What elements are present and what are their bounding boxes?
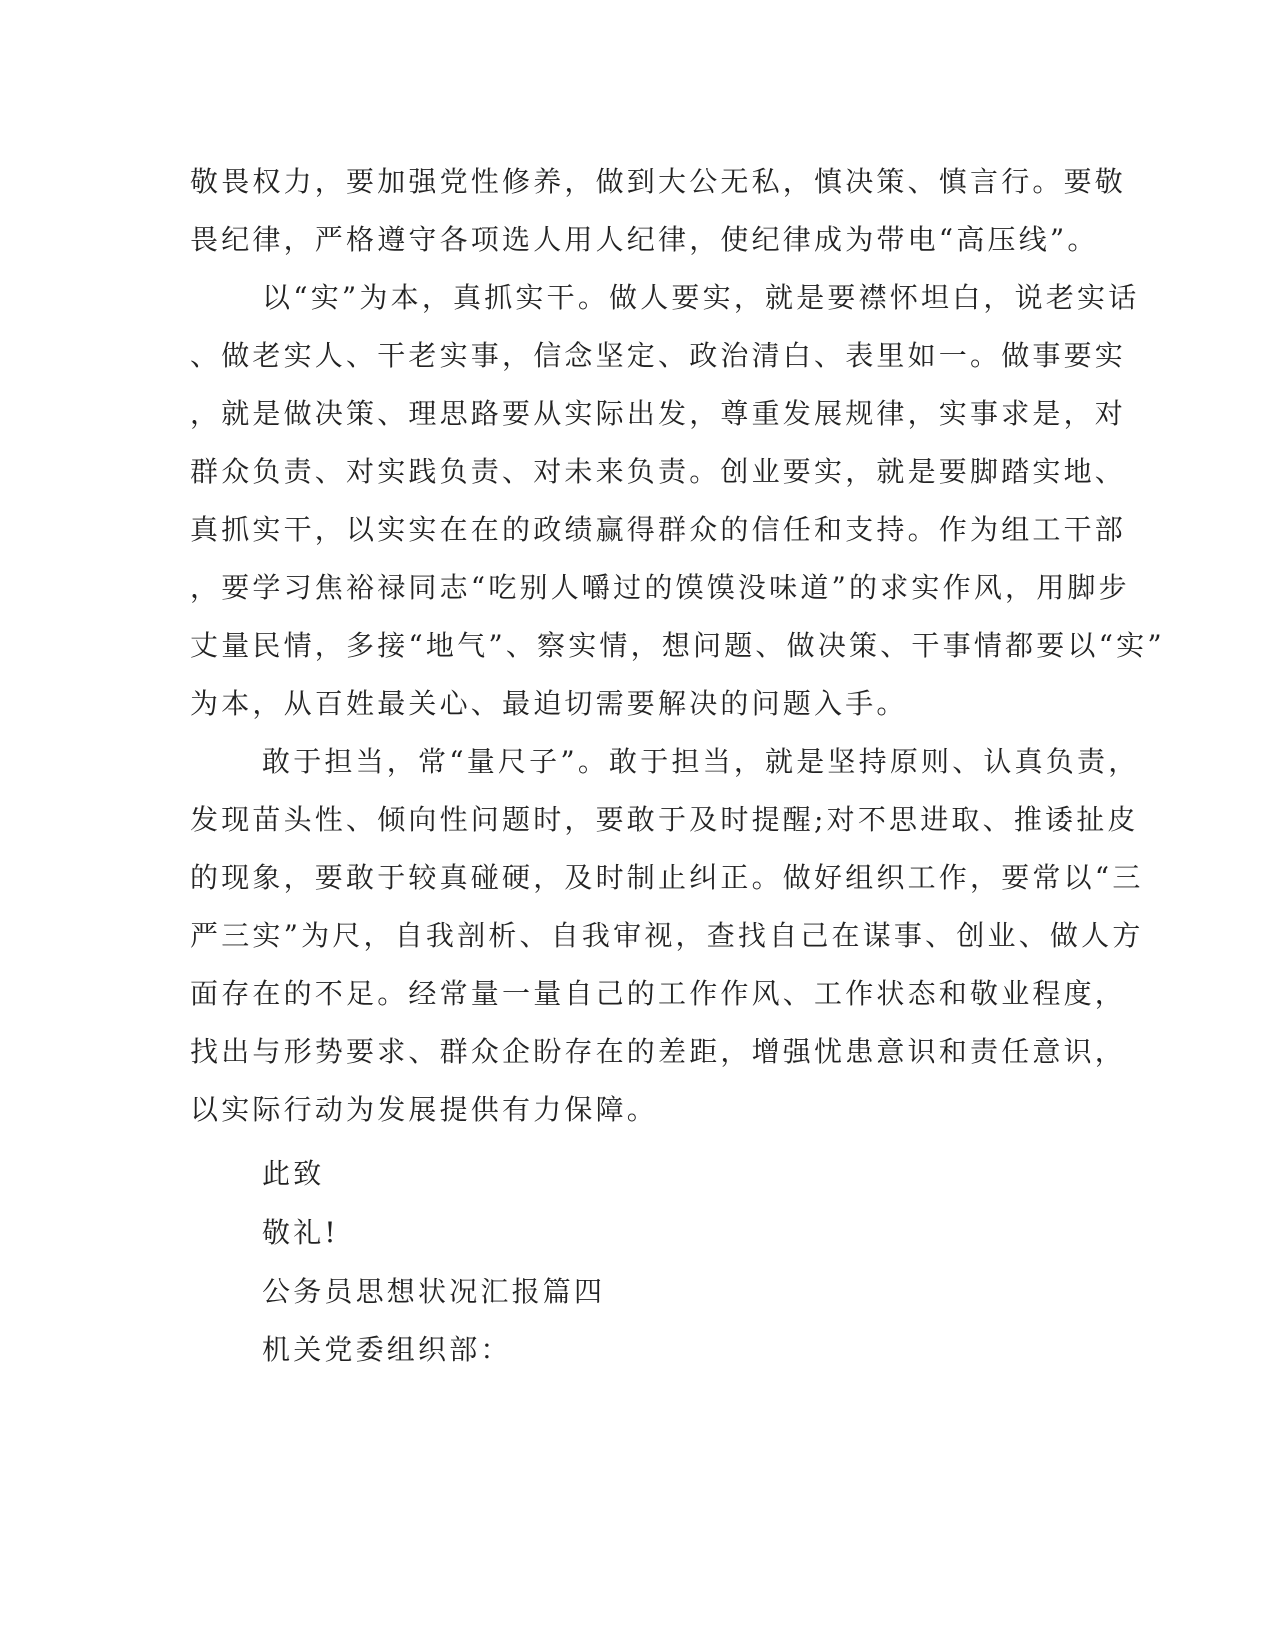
section-heading: 公务员思想状况汇报篇四 bbox=[262, 1275, 606, 1308]
paragraph-start-line: 以“实”为本，真抓实干。做人要实，就是要襟怀坦白，说老实话 bbox=[262, 281, 1140, 314]
text-line: 畏纪律，严格遵守各项选人用人纪律，使纪律成为带电“高压线”。 bbox=[190, 223, 1099, 256]
paragraph-start-line: 敢于担当，常“量尺子”。敢于担当，就是坚持原则、认真负责， bbox=[262, 745, 1140, 778]
text-line: 为本，从百姓最关心、最迫切需要解决的问题入手。 bbox=[190, 687, 908, 720]
text-line: 的现象，要敢于较真碰硬，及时制止纠正。做好组织工作，要常以“三 bbox=[190, 861, 1144, 894]
text-line: ，要学习焦裕禄同志“吃别人嚼过的馍馍没味道”的求实作风，用脚步 bbox=[190, 571, 1130, 604]
text-line: 群众负责、对实践负责、对未来负责。创业要实，就是要脚踏实地、 bbox=[190, 455, 1127, 488]
text-line: 真抓实干，以实实在在的政绩赢得群众的信任和支持。作为组工干部 bbox=[190, 513, 1127, 546]
text-line: 发现苗头性、倾向性问题时，要敢于及时提醒;对不思进取、推诿扯皮 bbox=[190, 803, 1139, 836]
text-line: 找出与形势要求、群众企盼存在的差距，增强忧患意识和责任意识， bbox=[190, 1035, 1127, 1068]
text-line: 敬畏权力，要加强党性修养，做到大公无私，慎决策、慎言行。要敬 bbox=[190, 165, 1127, 198]
text-line: ，就是做决策、理思路要从实际出发，尊重发展规律，实事求是，对 bbox=[190, 397, 1127, 430]
recipient-line: 机关党委组织部： bbox=[262, 1333, 512, 1366]
text-line: 、做老实人、干老实事，信念坚定、政治清白、表里如一。做事要实 bbox=[190, 339, 1127, 372]
text-line: 严三实”为尺，自我剖析、自我审视，查找自己在谋事、创业、做人方 bbox=[190, 919, 1144, 952]
text-line: 面存在的不足。经常量一量自己的工作作风、工作状态和敬业程度， bbox=[190, 977, 1127, 1010]
closing-salutation: 此致 bbox=[262, 1157, 325, 1190]
text-line: 丈量民情，多接“地气”、察实情，想问题、做决策、干事情都要以“实” bbox=[190, 629, 1165, 662]
text-line: 以实际行动为发展提供有力保障。 bbox=[190, 1093, 659, 1126]
closing-regards: 敬礼! bbox=[262, 1216, 339, 1249]
